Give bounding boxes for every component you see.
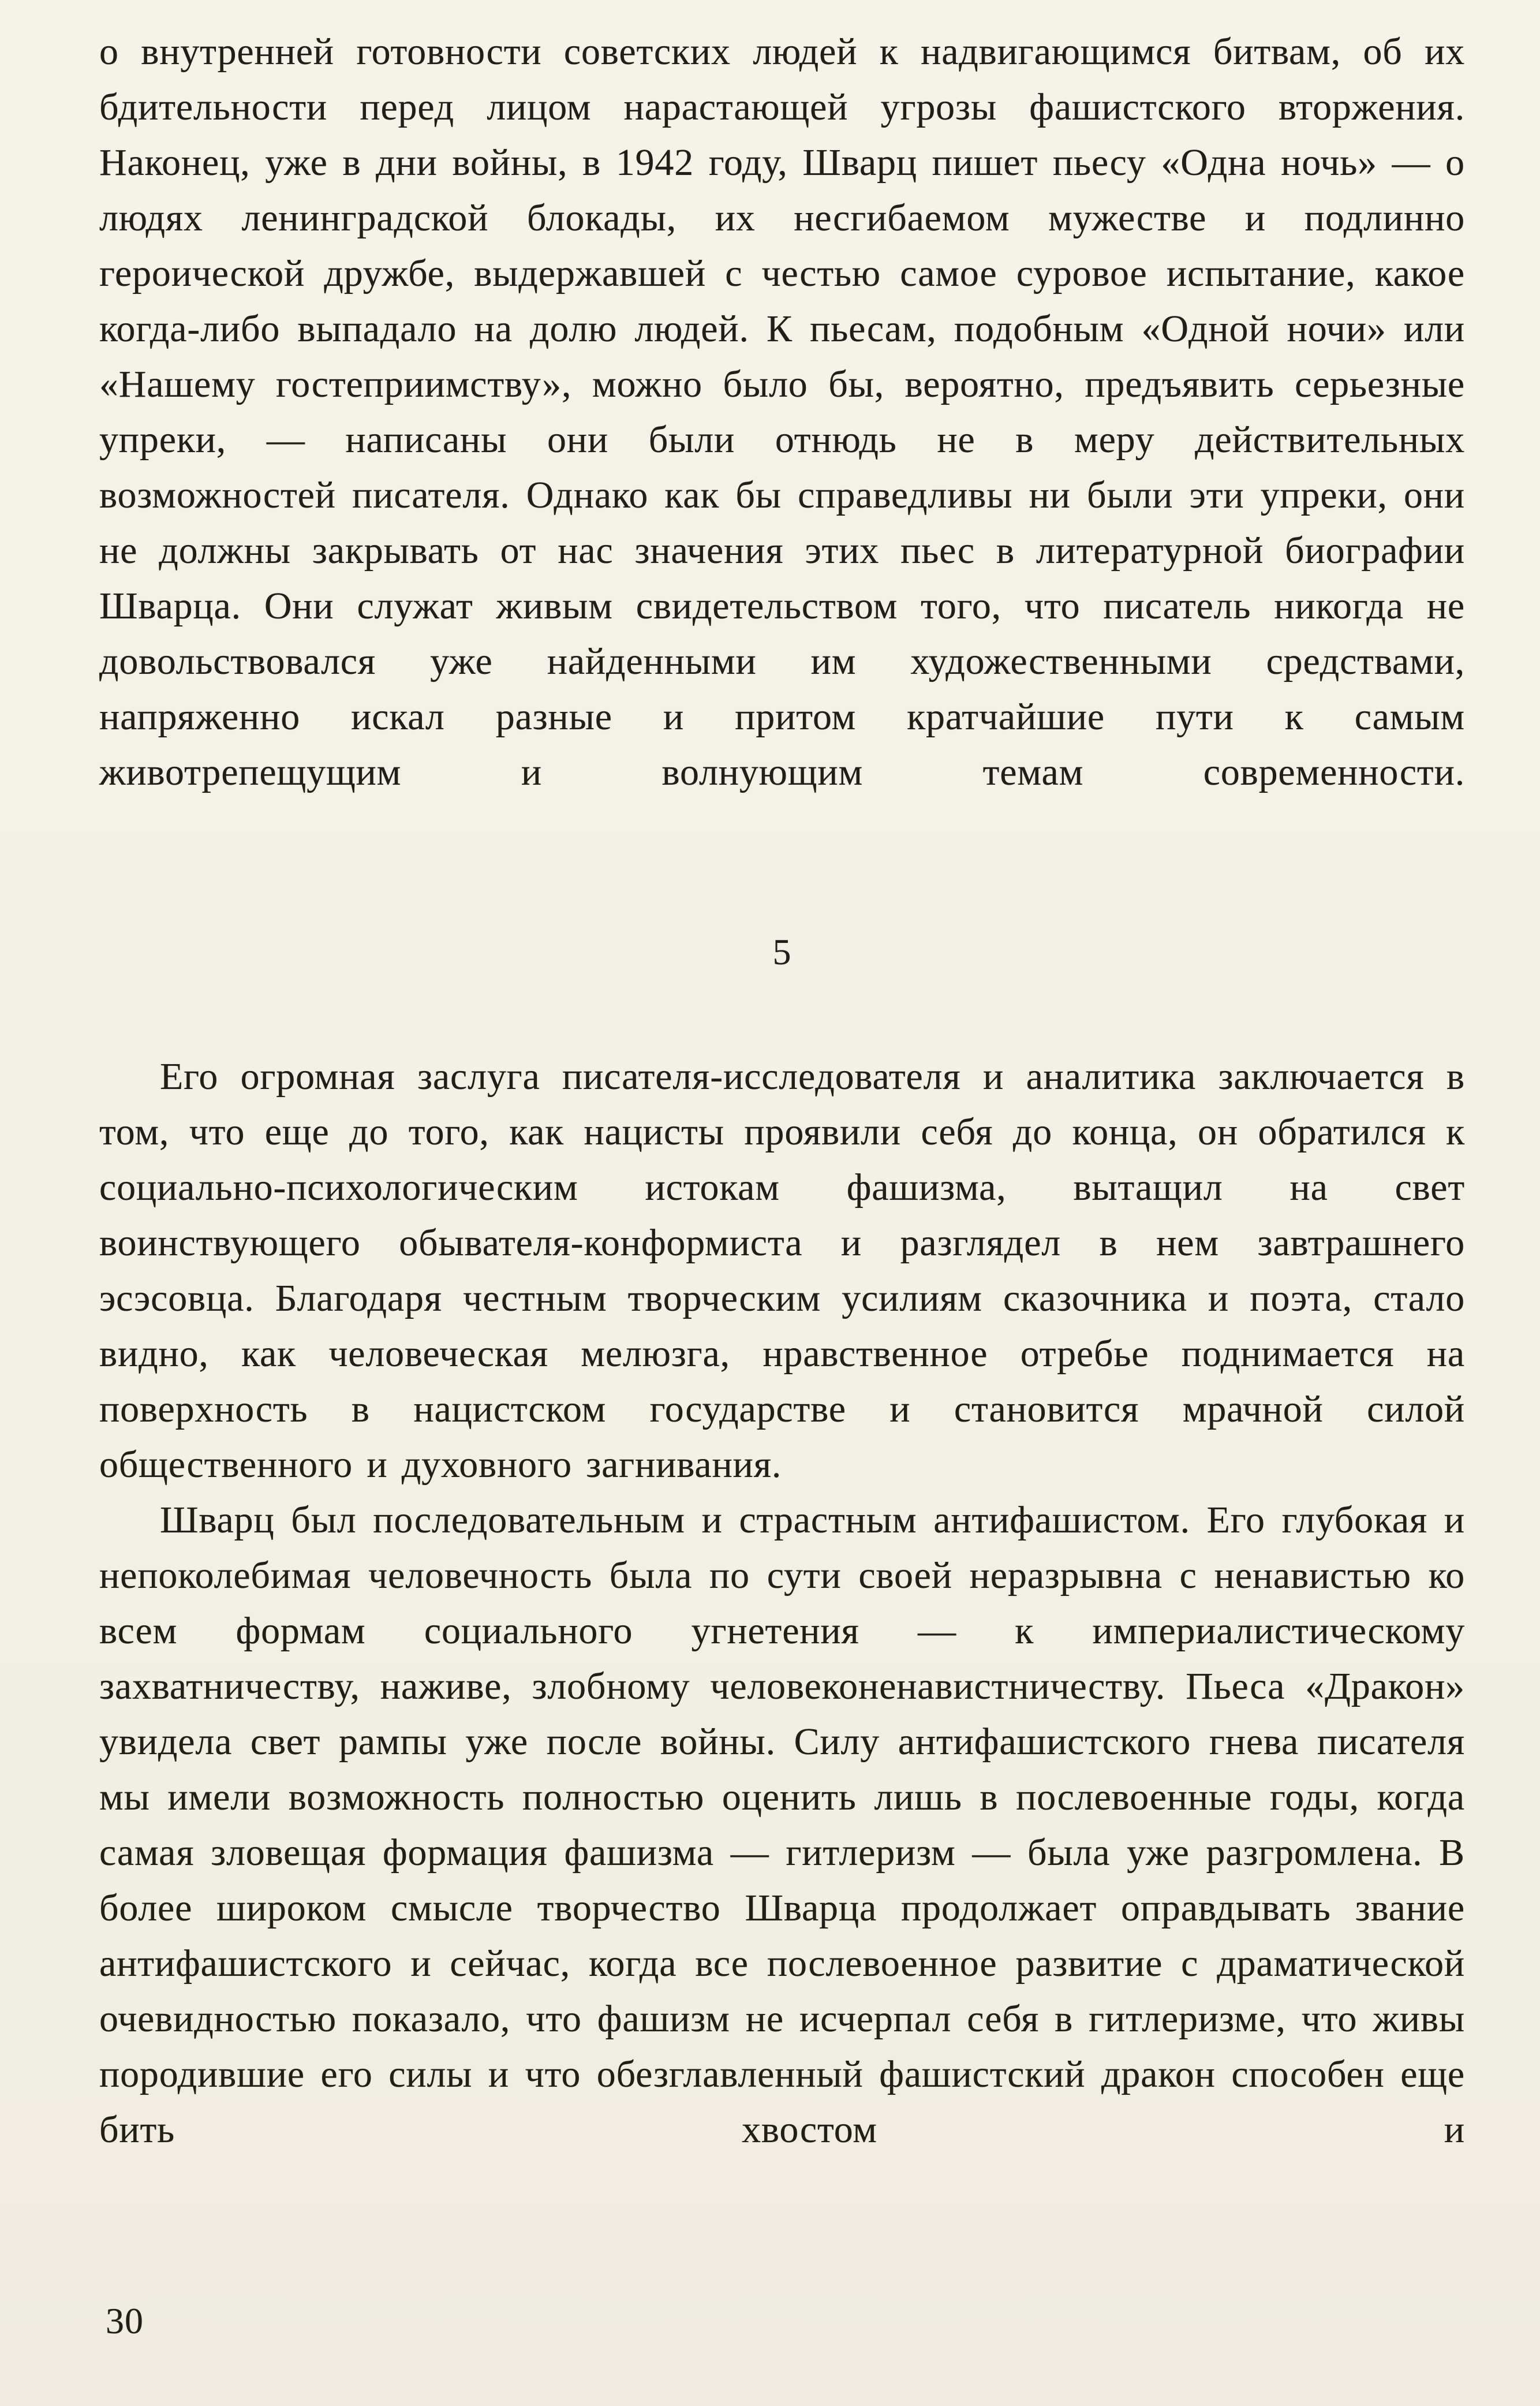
paragraph-continuation: о внутренней готовности советских людей к надвигающимся битвам, об их бдительности перед лицом нарастающей угрозы фашистского вторжения. Наконец, уже в дни войны, в 1942 году, Шварц пишет пьесу «Одна ночь» — о людях ленинградской блокады, их несгибаемом мужестве и подлинно героической дружбе, выдержавшей с честью самое суровое испытание, какое когда-либо выпадало на долю людей. К пьесам, подобным «Одной ночи» или «Нашему гостеприимству», можно было бы, вероятно, предъявить серьезные упреки, — написаны они были отнюдь не в меру действительных возможностей писателя. Однако как бы справедливы ни были эти упреки, они не должны закрывать от нас значения этих пьес в литературной биографии Шварца. Они служат живым свидетельством того, что писатель никогда не довольствовался уже найденными им художественными средствами, напряженно искал разные и притом кратчайшие пути к самым животрепещущим и волнующим темам современности. <box>99 31 1465 793</box>
page-number: 30 <box>106 2300 144 2341</box>
paragraph-continues-next-page: Шварц был последовательным и страстным антифашистом. Его глубокая и непоколебимая человечность была по сути своей неразрывна с ненавистью ко всем формам социального угнетения — к империалистическому захватничеству, наживе, злобному человеконенавистничеству. Пьеса «Дракон» увидела свет рампы уже после войны. Силу антифашистского гнева писателя мы имели возможность полностью оценить лишь в послевоенные годы, когда самая зловещая формация фашизма — гитлеризм — была уже разгромлена. В более широком смысле творчество Шварца продолжает оправдывать звание антифашистского и сейчас, когда все послевоенное развитие с драматической очевидностью показало, что фашизм не исчерпал себя в гитлеризме, что живы породившие его силы и что обезглавленный фашистский дракон способен еще бить хвостом и <box>99 1499 1465 2151</box>
paragraph: Его огромная заслуга писателя-исследователя и аналитика заключается в том, что еще до того, как нацисты проявили себя до конца, он обратился к социально-психологическим истокам фашизма, вытащил на свет воинствующего обывателя-конформиста и разглядел в нем завтрашнего эсэсовца. Благодаря честным творческим усилиям сказочника и поэта, стало видно, как человеческая мелюзга, нравственное отребье поднимается на поверхность в нацистском государстве и становится мрачной силой общественного и духовного загнивания. <box>99 1055 1465 1486</box>
section-heading: 5 <box>772 931 792 972</box>
page-text-block <box>99 24 1465 2158</box>
